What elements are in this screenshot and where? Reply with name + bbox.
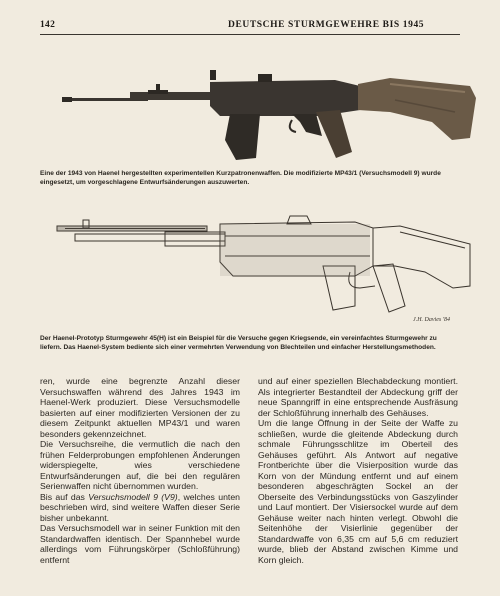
page-header: [40, 20, 460, 34]
body-column-left: [40, 376, 240, 581]
body-column-right: [258, 376, 458, 581]
paragraph: Die Versuchsreihe, die vermutlich die nach den frühen Felderprobungen empfohlenen Änderungen widerspiegelte, wies verschiedene Entwurfsänderungen auf, die bei den regulären Serienwaffen nicht übernommen wurden.: [40, 439, 240, 491]
emphasis-term: Versuchsmodell 9 (V9): [88, 491, 178, 502]
drawing-signature: J.H. Davies '84: [413, 317, 450, 323]
header-rule: [40, 34, 460, 35]
figure-2-caption: Der Haenel-Prototyp Sturmgewehr 45(H) ist ein Beispiel für die Versuche gegen Kriegsende, ein vereinfachtes Sturmgewehr zu liefern. Das Haenel-System bediente sich einer vermehrten Verwendung von Blechteilen und einfacher Herstellungsmethoden.: [40, 335, 437, 351]
running-title: DEUTSCHE STURMGEWEHRE BIS 1945: [228, 20, 425, 30]
rifle-photo-figure: [60, 40, 480, 168]
paragraph: Um die lange Öffnung in der Seite der Waffe zu schließen, wurde die gleitende Abdeckung durch schmale Führungsschlitze im Oberteil des Gehäuses geführt. Als Antwort auf negative Frontberichte über die Visierposition wurde das Korn von der Mündung entfernt und auf einem besonderen abgeschrägten Sockel an der Oberseite des Verbindungsstücks von Gaszylinder und Lauf montiert. Der Visiersockel wurde auf dem Gehäuse weiter nach hinten verlegt. Obwohl die Seitenhöhe der Visierlinie gegenüber der Standardwaffe von 6,35 cm auf 5,6 cm reduziert wurde, blieb der Abstand zwischen Kimme und Korn gleich.: [258, 418, 458, 565]
paragraph: ren, wurde eine begrenzte Anzahl dieser Versuchswaffen während des Jahres 1943 im Haenel-Werk produziert. Diese Versuchsmodelle basierten auf einer modifizierten Versionen der zu diesem Zeitpunkt aktuellen MP43/1 und waren besonders gekennzeichnet.: [40, 376, 240, 439]
paragraph: Bis auf das Versuchsmodell 9 (V9), welches unten beschrieben wird, sind weitere Waffen dieser Serie bisher unbekannt.: [40, 491, 240, 523]
paragraph: Das Versuchsmodell war in seiner Funktion mit den Standardwaffen identisch. Der Spannhebel wurde allerdings vom Führungskörper (Schloßführung) entfernt: [40, 523, 240, 565]
figure-1-caption: Eine der 1943 von Haenel hergestellten experimentellen Kurzpatronenwaffen. Die modifizierte MP43/1 (Versuchsmodell 9) wurde eingesetzt, um vorgeschlagene Entwurfsänderungen auszuwerten.: [40, 170, 441, 186]
paragraph: und auf einer speziellen Blechabdeckung montiert. Als integrierter Bestandteil der Abdeckung griff der neue Spanngriff in eine entsprechende Ausfräsung der Schloßführung innerhalb des Gehäuses.: [258, 376, 458, 418]
rifle-drawing-figure: [55, 206, 475, 331]
page-number: 142: [40, 20, 56, 30]
